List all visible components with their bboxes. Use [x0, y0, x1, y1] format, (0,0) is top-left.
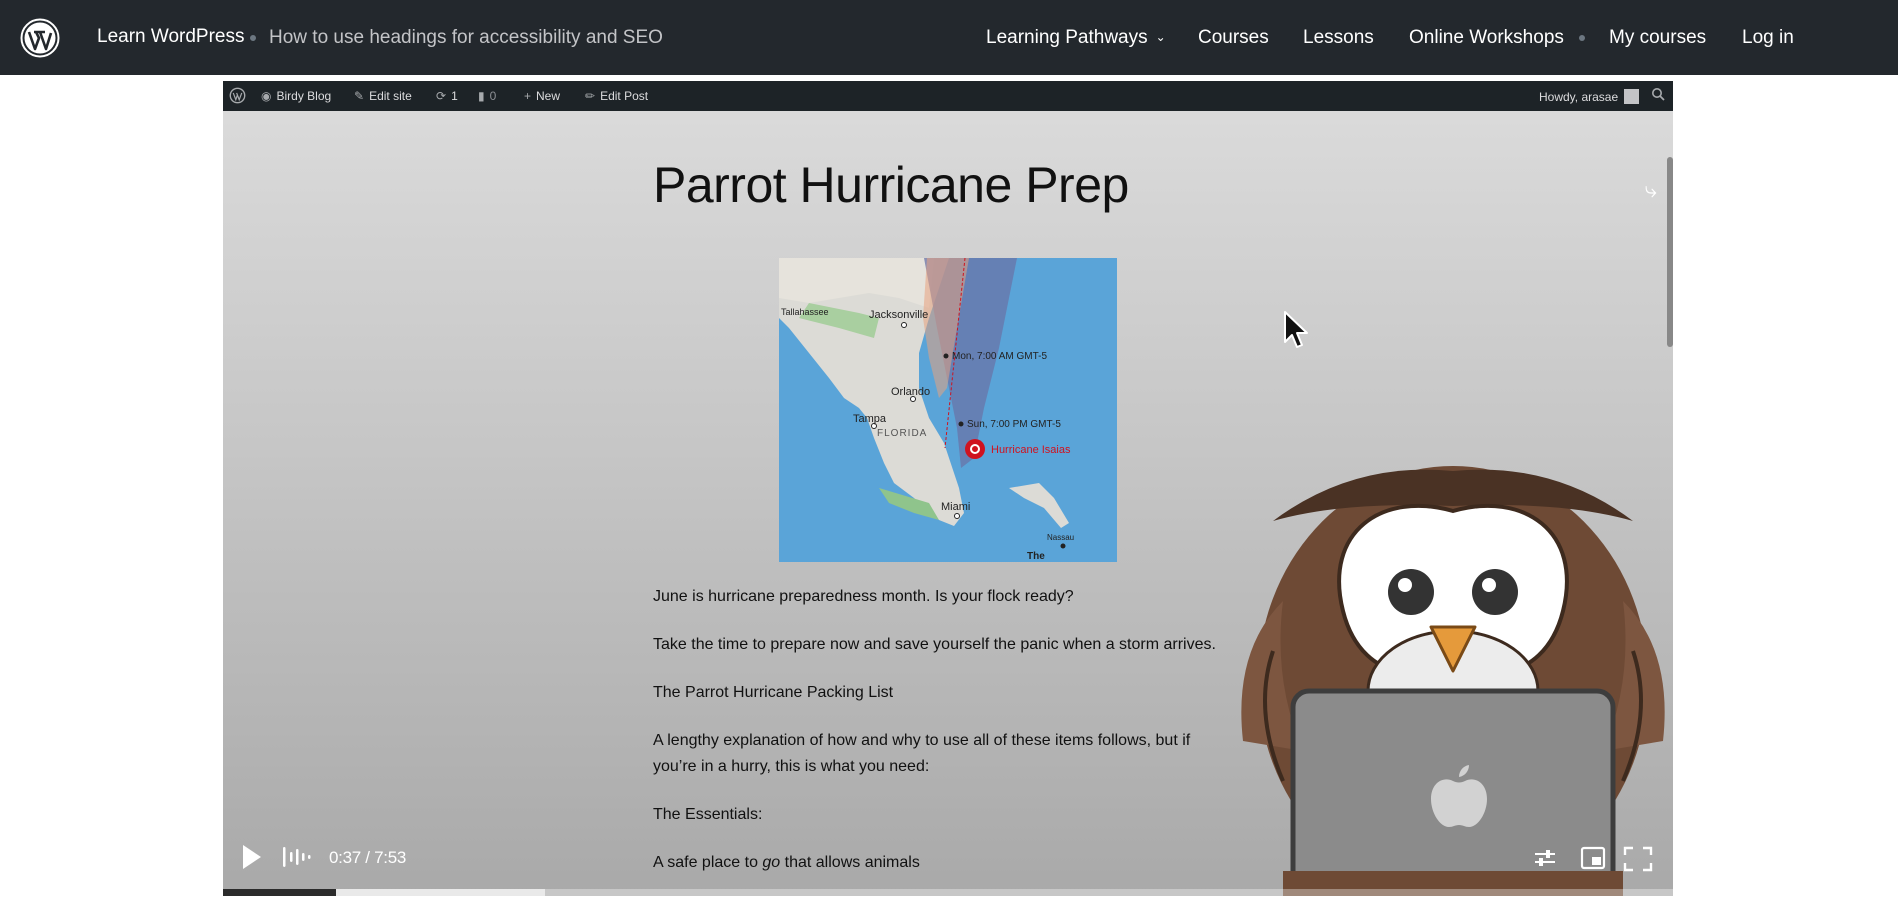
breadcrumb-separator — [250, 35, 256, 41]
owl-mascot-illustration — [1233, 451, 1673, 896]
video-time-display: 0:37 / 7:53 — [329, 848, 407, 867]
plus-icon: + — [524, 89, 532, 103]
settings-sliders-icon[interactable] — [1533, 847, 1557, 869]
nav-log-in[interactable]: Log in — [1742, 27, 1794, 48]
map-label-nassau: Nassau — [1047, 533, 1075, 542]
hurricane-map-image — [779, 258, 1117, 562]
dashboard-icon: ◉ — [261, 89, 272, 103]
admin-howdy: Howdy, arasae — [1539, 89, 1639, 104]
nav-learning-pathways[interactable] — [986, 27, 1166, 49]
site-header — [0, 0, 1898, 75]
admin-comments: ▮ 0 — [478, 89, 497, 103]
map-track-label-mon: Mon, 7:00 AM GMT-5 — [952, 351, 1048, 362]
nav-label: Learning Pathways — [986, 27, 1148, 48]
admin-site-name: ◉ Birdy Blog — [261, 89, 332, 103]
post-paragraph: A safe place to go that allows animals — [653, 854, 920, 871]
site-brand-link[interactable]: Learn WordPress — [97, 26, 245, 47]
wordpress-logo-icon — [229, 87, 246, 107]
pencil-icon: ✏ — [585, 89, 596, 103]
volume-icon[interactable] — [281, 845, 313, 869]
comment-icon: ▮ — [478, 89, 485, 103]
admin-new: + New — [524, 89, 561, 103]
chevron-down-icon: ⌄ — [1155, 30, 1166, 44]
map-label-florida: FLORIDA — [877, 428, 928, 439]
wordpress-logo-icon[interactable] — [20, 18, 60, 58]
map-label-tallahassee: Tallahassee — [781, 307, 829, 317]
video-progress-bar[interactable] — [223, 889, 1673, 896]
map-label-tampa: Tampa — [853, 413, 887, 425]
map-label-miami: Miami — [941, 501, 971, 513]
post-paragraph: A lengthy explanation of how and why to use all of these items follows, but if you’re in a hurry, this is what you need: — [653, 732, 1191, 775]
video-played-bar — [223, 889, 336, 896]
brush-icon: ✎ — [354, 89, 365, 103]
play-icon[interactable] — [241, 843, 263, 871]
post-paragraph: The Parrot Hurricane Packing List — [653, 684, 894, 701]
video-scrollbar — [1667, 157, 1673, 347]
nav-separator — [1579, 35, 1585, 41]
nav-my-courses[interactable]: My courses — [1609, 27, 1707, 48]
nav-lessons[interactable]: Lessons — [1303, 27, 1374, 48]
picture-in-picture-icon[interactable] — [1580, 846, 1606, 870]
post-paragraph: Take the time to prepare now and save yourself the panic when a storm arrives. — [653, 636, 1216, 653]
avatar — [1624, 89, 1639, 104]
admin-edit-post: ✏ Edit Post — [585, 89, 649, 103]
post-paragraph: The Essentials: — [653, 806, 763, 823]
mouse-cursor-icon — [1283, 310, 1311, 350]
map-label-jacksonville: Jacksonville — [869, 309, 929, 321]
map-label-the: The — [1027, 551, 1045, 562]
wp-admin-bar — [223, 81, 1673, 111]
admin-edit-site: ✎ Edit site — [354, 89, 412, 103]
breadcrumb-current-page: How to use headings for accessibility and SEO — [269, 27, 663, 48]
updates-icon: ⟳ — [436, 89, 447, 103]
map-track-label-sun: Sun, 7:00 PM GMT-5 — [967, 419, 1061, 430]
nav-courses[interactable]: Courses — [1198, 27, 1269, 48]
post-title: Parrot Hurricane Prep — [653, 157, 1129, 213]
nav-online-workshops[interactable]: Online Workshops — [1409, 27, 1564, 48]
hurricane-icon — [965, 439, 985, 459]
map-label-orlando: Orlando — [891, 386, 931, 398]
video-player[interactable] — [223, 81, 1673, 896]
map-storm-label: Hurricane Isaias — [991, 444, 1071, 456]
share-arrow-icon[interactable]: ⤷ — [1644, 177, 1657, 202]
post-paragraph: June is hurricane preparedness month. Is your flock ready? — [653, 588, 1074, 605]
search-icon — [1651, 87, 1665, 104]
fullscreen-icon[interactable] — [1623, 846, 1653, 872]
admin-updates: ⟳ 1 — [436, 89, 458, 103]
